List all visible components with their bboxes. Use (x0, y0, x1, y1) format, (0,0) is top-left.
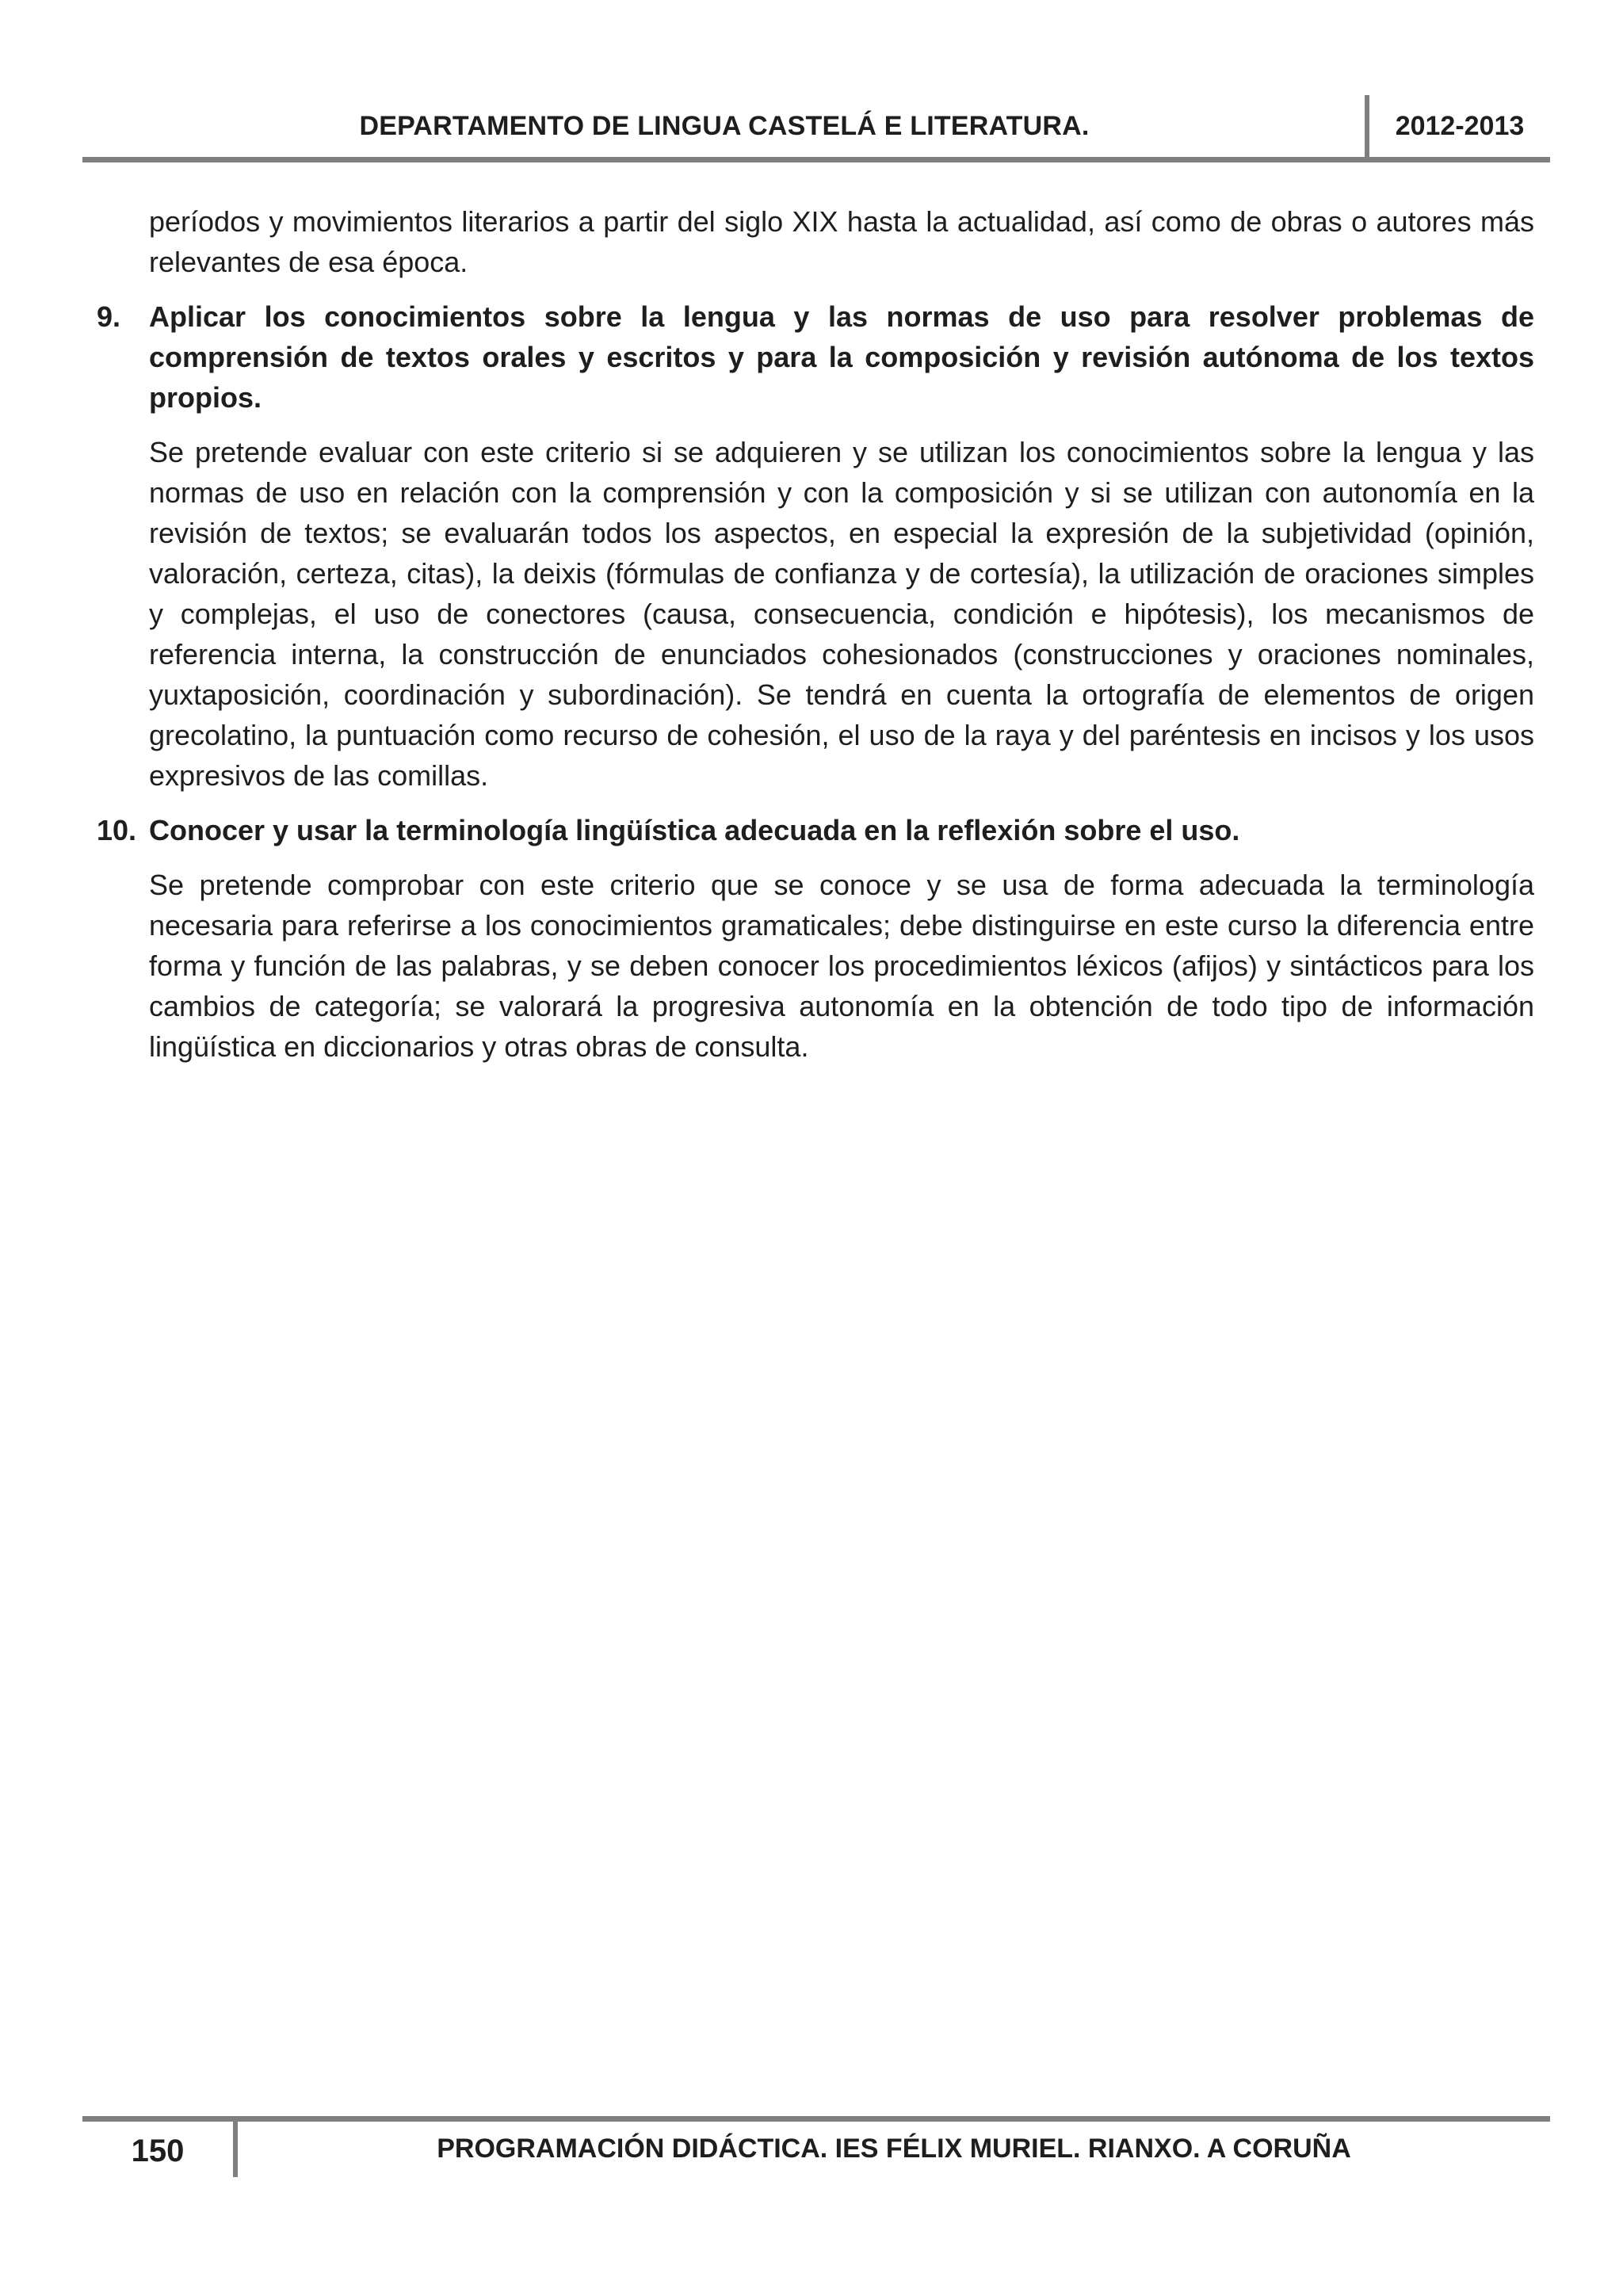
criterion-title: Conocer y usar la terminología lingüística adecuada en la reflexión sobre el uso. (149, 814, 1240, 846)
criterion-item-10 (82, 810, 1534, 1067)
criterion-body: Se pretende comprobar con este criterio que se conoce y se usa de forma adecuada la terminología necesaria para referirse a los conocimientos gramaticales; debe distinguirse en este curso la diferencia entre forma y función de las palabras, y se deben conocer los procedimientos léxicos (afijos) y sintácticos para los cambios de categoría; se valorará la progresiva autonomía en la obtención de todo tipo de información lingüística en diccionarios y otras obras de consulta. (149, 869, 1534, 1063)
header-year: 2012-2013 (1395, 111, 1525, 141)
intro-paragraph: períodos y movimientos literarios a partir del siglo XIX hasta la actualidad, así como de obras o autores más relevantes de esa época. (149, 205, 1534, 278)
footer-rule (82, 2116, 1550, 2122)
header-rule (82, 157, 1550, 162)
header-title: DEPARTAMENTO DE LINGUA CASTELÁ E LITERATURA. (359, 111, 1090, 141)
page-content (82, 201, 1534, 1067)
criterion-number: 10. (97, 814, 137, 846)
page-footer (82, 2116, 1550, 2187)
page-number: 150 (131, 2134, 185, 2168)
criterion-item-9 (82, 296, 1534, 796)
footer-text: PROGRAMACIÓN DIDÁCTICA. IES FÉLIX MURIEL. RIANXO. A CORUÑA (437, 2134, 1351, 2164)
criterion-number: 9. (97, 300, 121, 333)
criterion-body: Se pretende evaluar con este criterio si se adquieren y se utilizan los conocimientos sobre la lengua y las normas de uso en relación con la comprensión y con la composición y si se utilizan con autonomía en la revisión de textos; se evaluarán todos los aspectos, en especial la expresión de la subjetividad (opinión, valoración, certeza, citas), la deixis (fórmulas de confianza y de cortesía), la utilización de oraciones simples y complejas, el uso de conectores (causa, consecuencia, condición e hipótesis), los mecanismos de referencia interna, la construcción de enunciados cohesionados (construcciones y oraciones nominales, yuxtaposición, coordinación y subordinación). Se tendrá en cuenta la ortografía de elementos de origen grecolatino, la puntuación como recurso de cohesión, el uso de la raya y del paréntesis en incisos y los usos expresivos de las comillas. (149, 436, 1534, 792)
criterion-title: Aplicar los conocimientos sobre la lengua y las normas de uso para resolver problemas de comprensión de textos orales y escritos y para la composición y revisión autónoma de los textos propios. (149, 300, 1534, 414)
page-header (82, 95, 1550, 162)
